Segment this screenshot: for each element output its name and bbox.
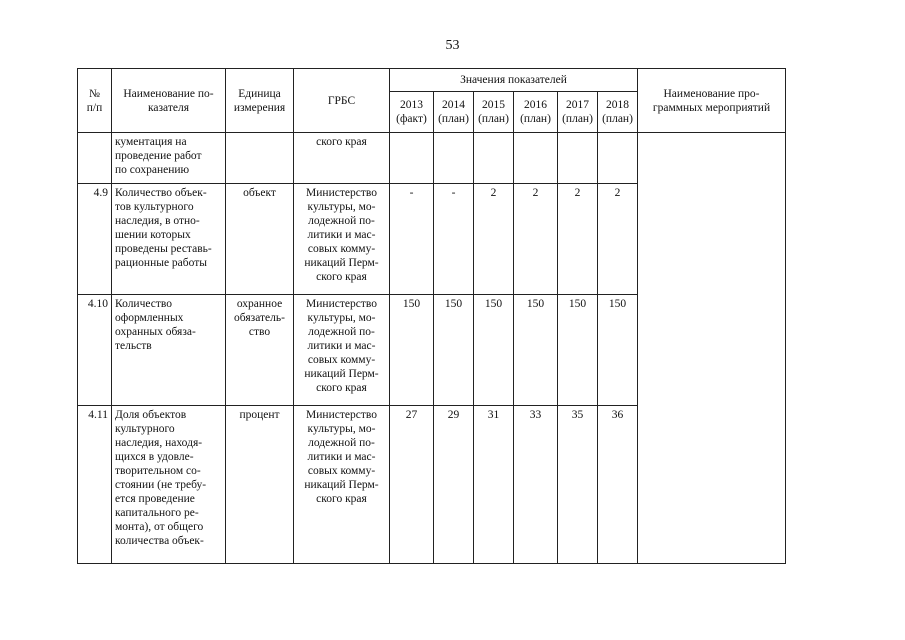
row-value-2015: 2 xyxy=(474,184,514,295)
year-label: 2015 xyxy=(482,99,505,111)
row-value-2016 xyxy=(514,133,558,184)
row-value-2014: - xyxy=(434,184,474,295)
row-value-2014: 29 xyxy=(434,406,474,564)
header-year-2013 xyxy=(390,92,434,133)
row-name: Количество объек- тов культурного наследия, в отно- шении которых проведены реставь- рационные работы xyxy=(112,184,226,295)
row-unit: охранное обязатель- ство xyxy=(226,295,294,406)
header-name-text: Наименование по- казателя xyxy=(123,87,214,114)
year-kind: (план) xyxy=(478,113,509,125)
row-value-2016: 33 xyxy=(514,406,558,564)
row-value-2016: 2 xyxy=(514,184,558,295)
header-num-text: № п/п xyxy=(86,87,103,114)
header-grbs xyxy=(294,69,390,133)
header-row-1 xyxy=(78,69,786,92)
indicators-table xyxy=(77,68,786,564)
header-unit xyxy=(226,69,294,133)
year-label: 2017 xyxy=(566,99,589,111)
page-number: 53 xyxy=(445,38,460,53)
header-year-2015 xyxy=(474,92,514,133)
row-unit xyxy=(226,133,294,184)
row-value-2015 xyxy=(474,133,514,184)
year-kind: (план) xyxy=(438,113,469,125)
header-grbs-text: ГРБС xyxy=(327,94,356,107)
header-year-2017 xyxy=(558,92,598,133)
year-kind: (план) xyxy=(562,113,593,125)
row-unit: объект xyxy=(226,184,294,295)
row-value-2014: 150 xyxy=(434,295,474,406)
row-grbs: Министерство культуры, мо- лодежной по- литики и мас- совых комму- никаций Перм- ского края xyxy=(294,295,390,406)
year-label: 2013 xyxy=(400,99,423,111)
row-unit: процент xyxy=(226,406,294,564)
header-year-2016 xyxy=(514,92,558,133)
year-label: 2014 xyxy=(442,99,465,111)
year-kind: (план) xyxy=(520,113,551,125)
row-value-2014 xyxy=(434,133,474,184)
header-year-2014 xyxy=(434,92,474,133)
programs-cell xyxy=(638,133,786,564)
row-name: Доля объектов культурного наследия, находя- щихся в удовле- творительном со- стоянии (не требу- ется проведение капитального ре- монта), от общего количества объек- xyxy=(112,406,226,564)
header-name xyxy=(112,69,226,133)
year-label: 2016 xyxy=(524,99,547,111)
row-value-2015: 150 xyxy=(474,295,514,406)
row-value-2013: 150 xyxy=(390,295,434,406)
row-grbs: ского края xyxy=(294,133,390,184)
row-value-2015: 31 xyxy=(474,406,514,564)
header-values-group xyxy=(390,69,638,92)
header-unit-text: Единица измерения xyxy=(233,87,286,114)
row-value-2013: - xyxy=(390,184,434,295)
header-programs xyxy=(638,69,786,133)
row-num: 4.9 xyxy=(78,184,112,295)
row-value-2018: 36 xyxy=(598,406,638,564)
row-num xyxy=(78,133,112,184)
header-num xyxy=(78,69,112,133)
row-grbs: Министерство культуры, мо- лодежной по- литики и мас- совых комму- никаций Перм- ского края xyxy=(294,184,390,295)
row-name: кументация на проведение работ по сохранению xyxy=(112,133,226,184)
table-row xyxy=(78,133,786,184)
year-label: 2018 xyxy=(606,99,629,111)
row-value-2018: 2 xyxy=(598,184,638,295)
row-value-2017: 2 xyxy=(558,184,598,295)
row-value-2013 xyxy=(390,133,434,184)
row-value-2013: 27 xyxy=(390,406,434,564)
header-values-group-text: Значения показателей xyxy=(460,74,567,86)
header-programs-text: Наименование про- граммных мероприятий xyxy=(652,87,771,114)
row-value-2017: 35 xyxy=(558,406,598,564)
year-kind: (план) xyxy=(602,113,633,125)
row-value-2017 xyxy=(558,133,598,184)
row-num: 4.11 xyxy=(78,406,112,564)
year-kind: (факт) xyxy=(396,113,427,125)
row-num: 4.10 xyxy=(78,295,112,406)
header-year-2018 xyxy=(598,92,638,133)
row-grbs: Министерство культуры, мо- лодежной по- литики и мас- совых комму- никаций Перм- ского края xyxy=(294,406,390,564)
row-value-2018: 150 xyxy=(598,295,638,406)
row-value-2017: 150 xyxy=(558,295,598,406)
row-name: Количество оформленных охранных обяза- тельств xyxy=(112,295,226,406)
row-value-2018 xyxy=(598,133,638,184)
row-value-2016: 150 xyxy=(514,295,558,406)
